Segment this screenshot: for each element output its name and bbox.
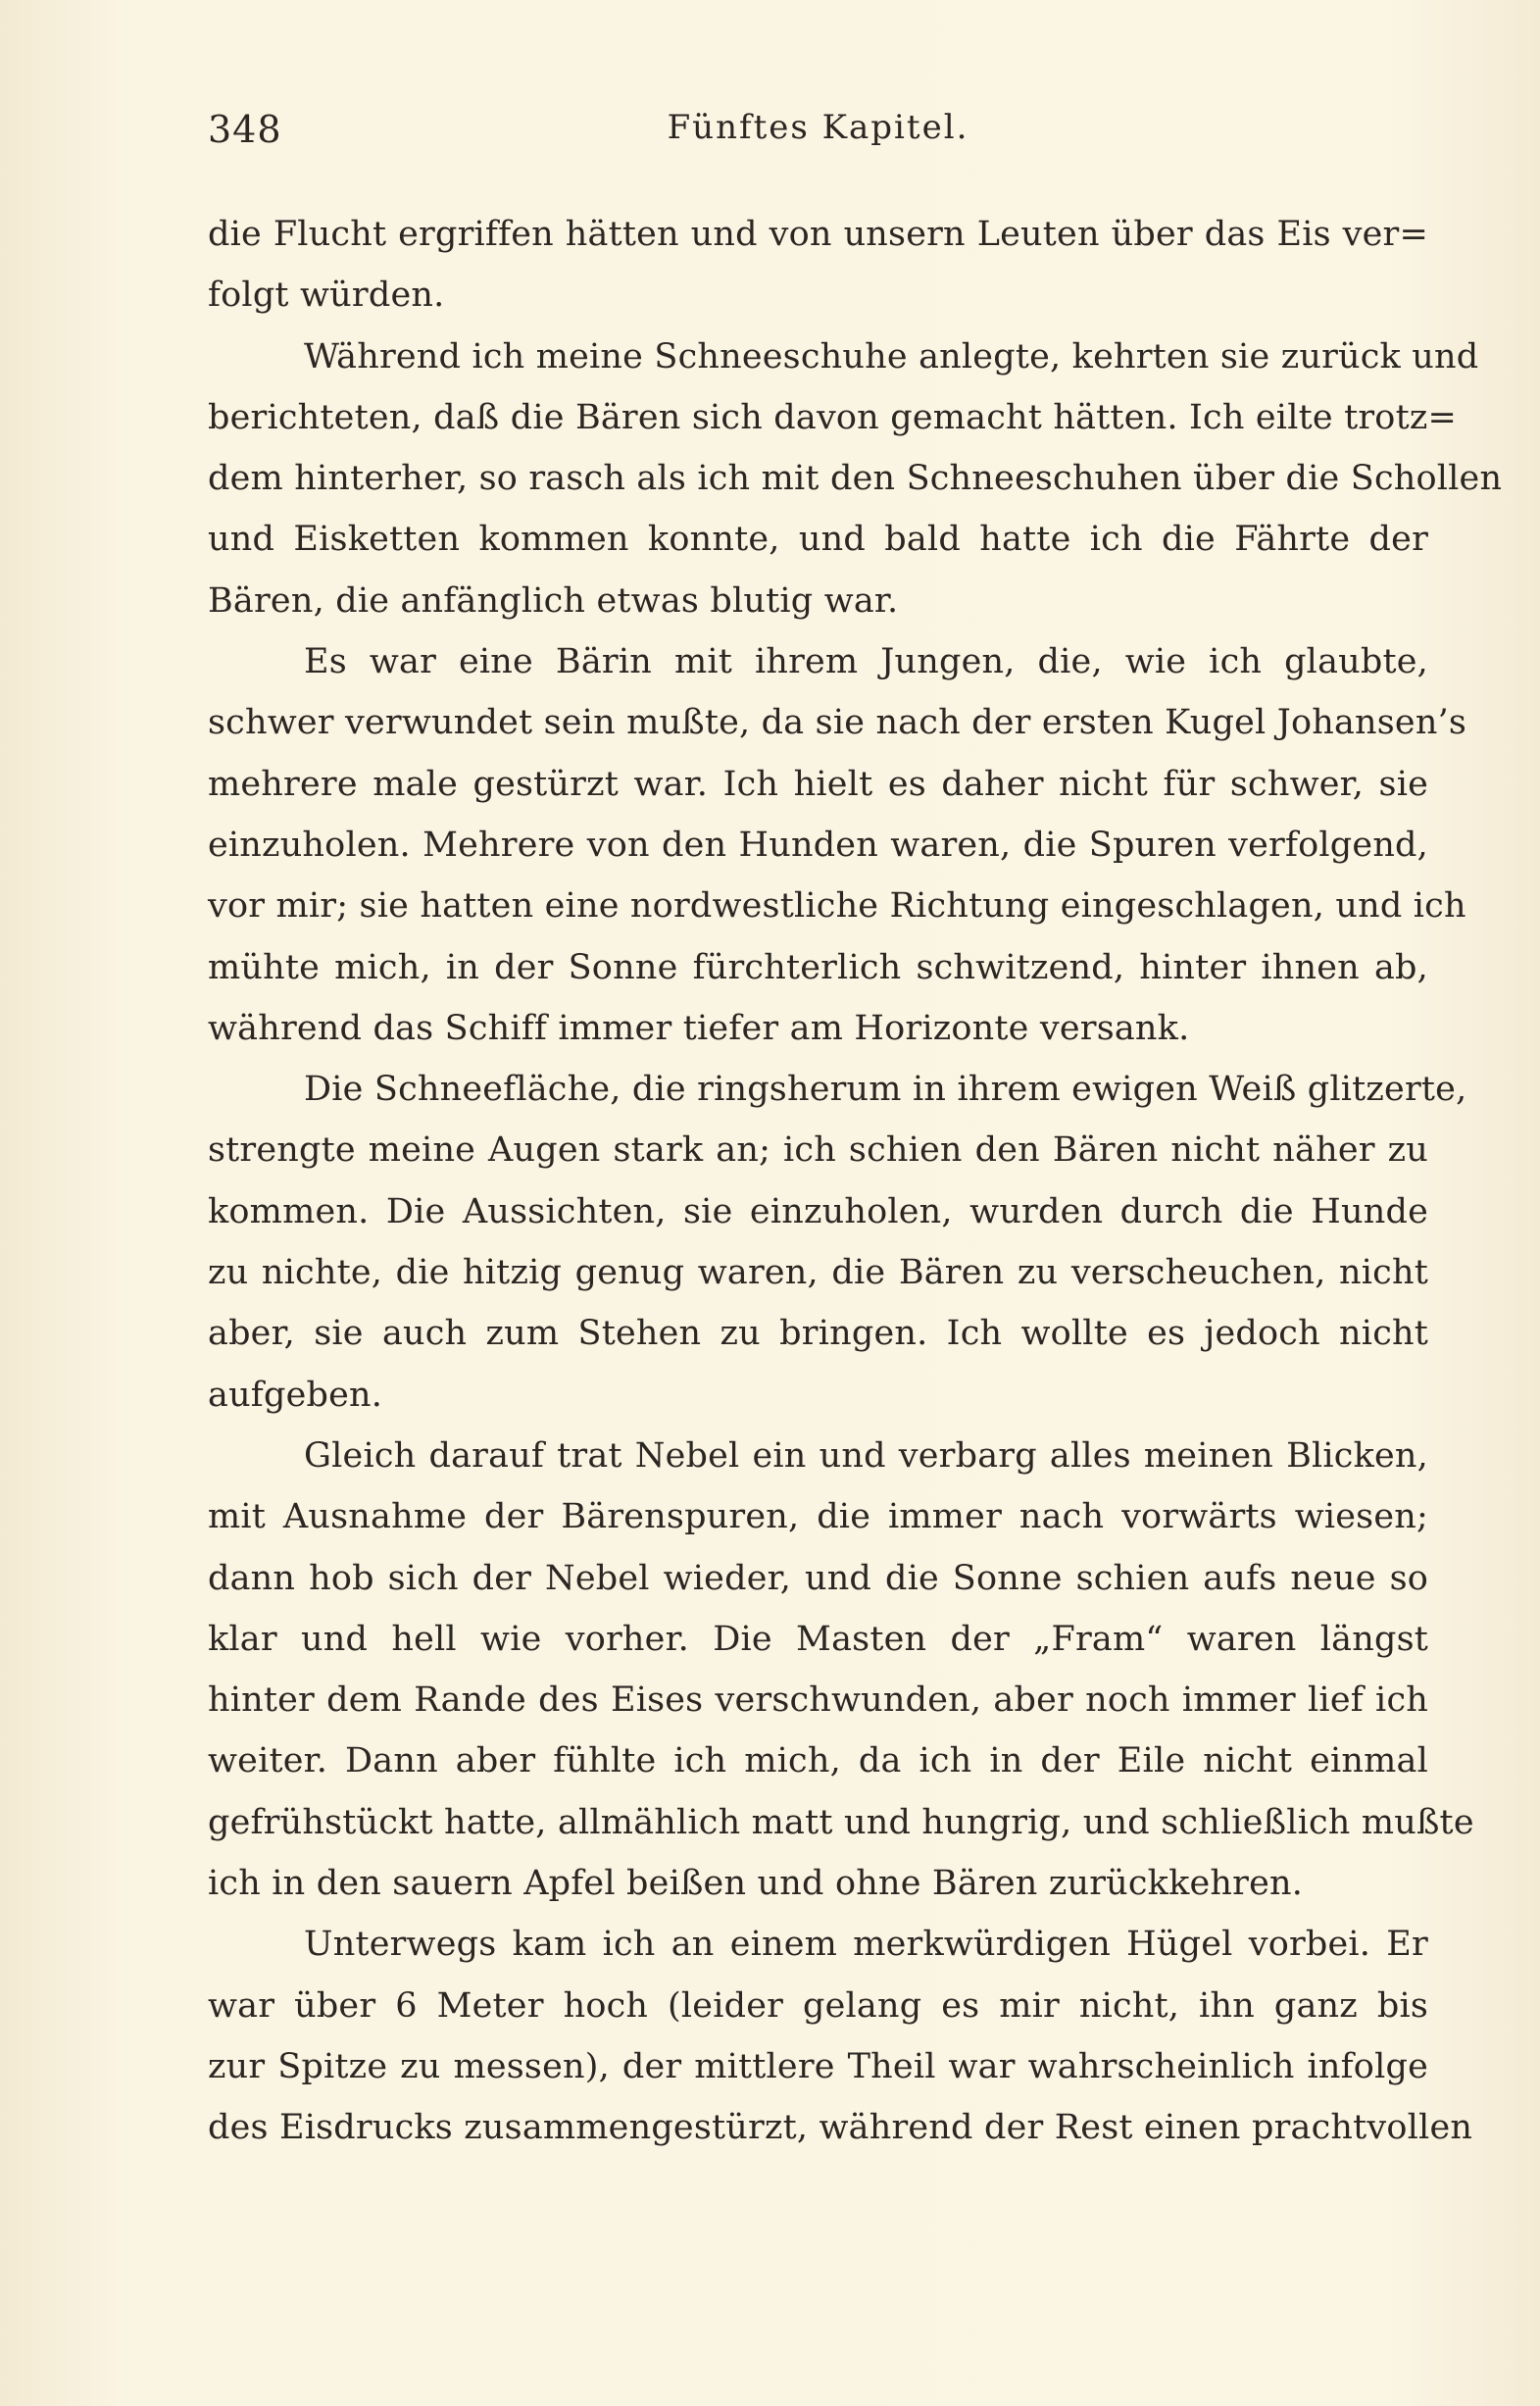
text-line: dann hob sich der Nebel wieder, und die Sonne schien aufs neue so	[208, 1558, 1428, 1598]
text-line: die Flucht ergriffen hätten und von unsern Leuten über das Eis ver=	[208, 215, 1428, 254]
text-line: mit Ausnahme der Bärenspuren, die immer nach vorwärts wiesen;	[208, 1497, 1428, 1537]
text-line: Während ich meine Schneeschuhe anlegte, kehrten sie zurück und	[304, 336, 1479, 376]
text-line: ich in den sauern Apfel beißen und ohne Bären zurückkehren.	[208, 1864, 1304, 1904]
text-line: zur Spitze zu messen), der mittlere Theil war wahrscheinlich infolge	[208, 2046, 1428, 2086]
text-line: kommen. Die Aussichten, sie einzuholen, wurden durch die Hunde	[208, 1191, 1428, 1231]
text-line: vor mir; sie hatten eine nordwestliche Richtung eingeschlagen, und ich	[208, 886, 1466, 927]
text-line: weiter. Dann aber fühlte ich mich, da ich in der Eile nicht einmal	[208, 1741, 1428, 1781]
text-line: mehrere male gestürzt war. Ich hielt es daher nicht für schwer, sie	[208, 764, 1428, 804]
text-line: während das Schiff immer tiefer am Horizonte versank.	[208, 1008, 1190, 1048]
text-line: Unterwegs kam ich an einem merkwürdigen Hügel vorbei. Er	[304, 1925, 1428, 1965]
text-line: aufgeben.	[208, 1375, 383, 1415]
text-line: einzuholen. Mehrere von den Hunden waren, die Spuren verfolgend,	[208, 825, 1428, 865]
text-line: aber, sie auch zum Stehen zu bringen. Ich wollte es jedoch nicht	[208, 1314, 1428, 1354]
text-line: und Eisketten kommen konnte, und bald hatte ich die Fährte der	[208, 520, 1428, 560]
text-line: Bären, die anfänglich etwas blutig war.	[208, 580, 899, 621]
text-line: folgt würden.	[208, 276, 445, 316]
body-text	[208, 204, 1503, 2159]
text-line: gefrühstückt hatte, allmählich matt und hungrig, und schließlich mußte	[208, 1802, 1474, 1842]
page-header	[208, 108, 1428, 167]
text-line: schwer verwundet sein mußte, da sie nach der ersten Kugel Johansen’s	[208, 703, 1467, 743]
text-line: Die Schneefläche, die ringsherum in ihrem ewigen Weiß glitzerte,	[304, 1070, 1467, 1110]
text-line: strengte meine Augen stark an; ich schien den Bären nicht näher zu	[208, 1130, 1428, 1171]
page-number: 348	[208, 108, 282, 151]
text-line: hinter dem Rande des Eises verschwunden, aber noch immer lief ich	[208, 1680, 1428, 1721]
text-line: berichteten, daß die Bären sich davon gemacht hätten. Ich eilte trotz=	[208, 397, 1457, 437]
text-line: Gleich darauf trat Nebel ein und verbarg alles meinen Blicken,	[304, 1435, 1428, 1476]
text-line: zu nichte, die hitzig genug waren, die Bären zu verscheuchen, nicht	[208, 1253, 1428, 1293]
text-line: des Eisdrucks zusammengestürzt, während der Rest einen prachtvollen	[208, 2108, 1473, 2148]
text-line: war über 6 Meter hoch (leider gelang es mir nicht, ihn ganz bis	[208, 1985, 1428, 2026]
text-line: dem hinterher, so rasch als ich mit den Schneeschuhen über die Schollen	[208, 459, 1503, 499]
text-line: Es war eine Bärin mit ihrem Jungen, die, wie ich glaubte,	[304, 642, 1428, 682]
text-line: mühte mich, in der Sonne fürchterlich schwitzend, hinter ihnen ab,	[208, 947, 1428, 987]
text-line: klar und hell wie vorher. Die Masten der „Fram“ waren längst	[208, 1619, 1428, 1659]
running-head: Fünftes Kapitel.	[667, 108, 969, 147]
